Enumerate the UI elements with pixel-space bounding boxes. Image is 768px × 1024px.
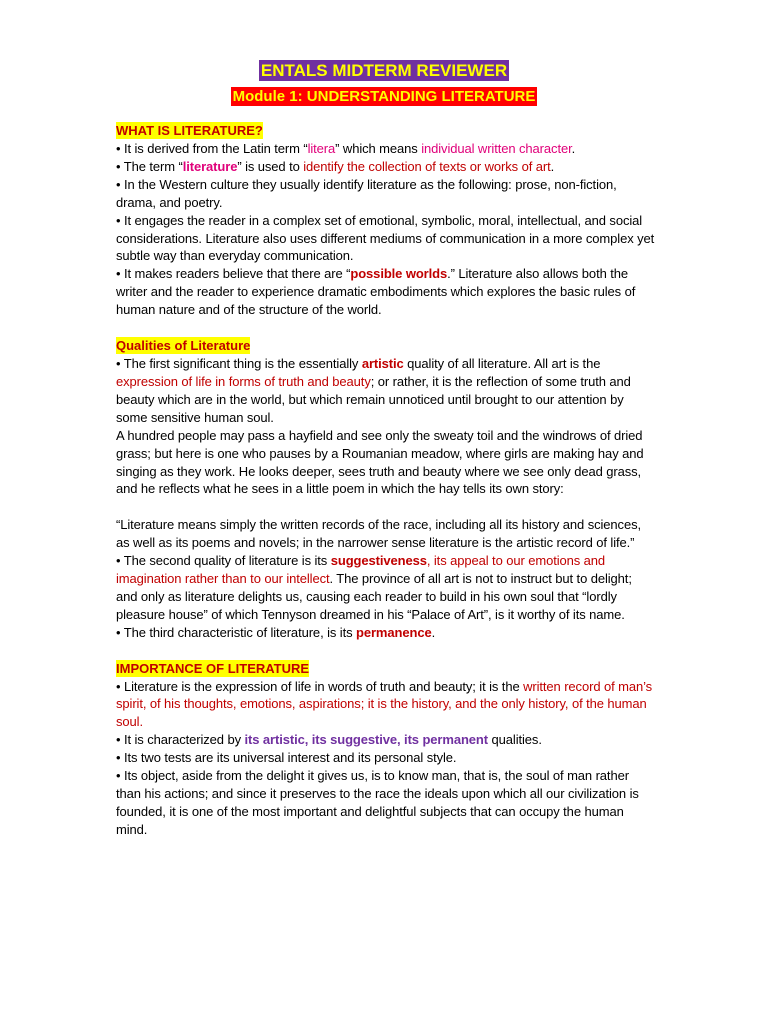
section-heading: IMPORTANCE OF LITERATURE (116, 660, 310, 676)
highlight-definition: identify the collection of texts or works of art (303, 158, 551, 174)
paragraph: • The term “literature” is used to identify the collection of texts or works of art. (116, 158, 555, 174)
section-heading: Qualities of Literature (116, 338, 251, 354)
highlight-term: literature (182, 158, 238, 174)
highlight-definition: written record of man’s spirit, of his thoughts, emotions, aspirations; it is the history, and the only history, of the human soul. (116, 678, 653, 730)
highlight-term: litera (307, 141, 336, 156)
paragraph: • Its object, aside from the delight it gives us, is to know man, that is, the soul of man rather than his actions; and since it preserves to the race the ideals upon which all our civilization is founded, it is one of the most important and delightful subjects that can occupy the human mind. (116, 768, 639, 837)
highlight-term: permanence (356, 624, 432, 640)
paragraph: • The second quality of literature is its suggestiveness, its appeal to our emotions and imagination rather than to our intellect. The province of all art is not to instruct but to delight; and only as literature delights us, causing each reader to build in his own soul that “lordly pleasure house” of which Tennyson dreamed in his “Palace of Art”, is it worthy of its name. (116, 553, 632, 622)
section-importance-of-literature (116, 660, 656, 839)
quote-paragraph: “Literature means simply the written records of the race, including all its history and sciences, as well as its poems and novels; in the narrower sense literature is the artistic record of life.” (116, 517, 641, 551)
paragraph: • It is characterized by its artistic, its suggestive, its permanent qualities. (116, 732, 542, 748)
paragraph: • It engages the reader in a complex set of emotional, symbolic, moral, intellectual, and social considerations. Literature also uses different mediums of communication in a more complex yet subtle way than everyday communication. (116, 212, 655, 264)
document-page (116, 60, 656, 839)
paragraph: • The first significant thing is the essentially artistic quality of all literature. All art is the expression of life in forms of truth and beauty; or rather, it is the reflection of some truth and beauty which are in the world, but which remain unnoticed until brought to our attention by some sensitive human soul. (116, 356, 631, 425)
paragraph: • In the Western culture they usually identify literature as the following: prose, non-fiction, drama, and poetry. (116, 176, 617, 210)
highlight-term: its artistic, its suggestive, its permanent (244, 732, 489, 748)
highlight-term: possible worlds (350, 266, 448, 282)
document-title: ENTALS MIDTERM REVIEWER (260, 61, 508, 80)
paragraph: A hundred people may pass a hayfield and see only the sweaty toil and the windrows of dried grass; but here is one who pauses by a Roumanian meadow, where girls are making hay and singing as they work. He looks deeper, sees truth and beauty where we see only dead grass, and he reflects what he sees in a little poem in which the hay tells its own story: (116, 427, 644, 497)
paragraph: • It is derived from the Latin term “litera” which means individual written character. (116, 141, 576, 156)
highlight-definition: individual written character (421, 141, 572, 156)
section-what-is-literature (116, 122, 656, 319)
paragraph: • It makes readers believe that there are “possible worlds.” Literature also allows both the writer and the reader to experience dramatic embodiments which explores the basic rules of human nature and of the structure of the world. (116, 266, 636, 318)
title-block (112, 60, 656, 106)
paragraph: • Literature is the expression of life in words of truth and beauty; it is the written record of man’s spirit, of his thoughts, emotions, aspirations; it is the history, and the only history, of the human soul. (116, 678, 653, 730)
highlight-term: suggestiveness (330, 553, 427, 569)
highlight-term: artistic (361, 356, 404, 372)
highlight-definition: expression of life in forms of truth and beauty (116, 373, 371, 389)
spacer (116, 498, 656, 516)
section-heading: WHAT IS LITERATURE? (116, 123, 263, 138)
section-qualities-of-literature (116, 337, 656, 641)
module-title: Module 1: UNDERSTANDING LITERATURE (232, 88, 536, 105)
highlight-definition: , its appeal to our emotions and imagination rather than to our intellect (116, 553, 606, 586)
paragraph: • Its two tests are its universal interest and its personal style. (116, 750, 457, 766)
paragraph: • The third characteristic of literature, is its permanence. (116, 624, 436, 640)
